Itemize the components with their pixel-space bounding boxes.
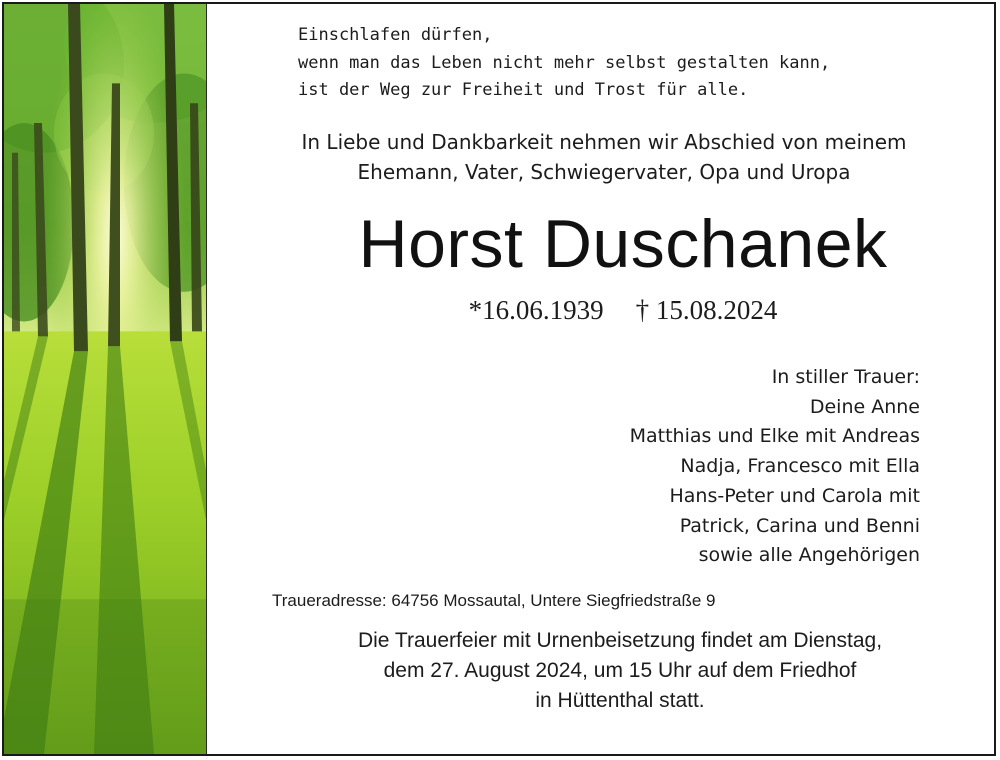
mourner-entry: sowie alle Angehörigen [698, 544, 920, 567]
mourners-heading: In stiller Trauer: [771, 366, 920, 388]
poem-line: wenn man das Leben nicht mehr selbst gestalten kann, [298, 52, 831, 73]
birth-date: *16.06.1939 [468, 295, 604, 325]
intro-line: Ehemann, Vater, Schwiegervater, Opa und Uropa [357, 160, 851, 184]
mourner-entry: Nadja, Francesco mit Ella [680, 455, 920, 478]
mourner-entry: Patrick, Carina und Benni [679, 514, 920, 537]
death-date: † 15.08.2024 [635, 295, 778, 325]
mourner-entry: Matthias und Elke mit Andreas [629, 425, 920, 448]
mourning-address: Traueradresse: 64756 Mossautal, Untere Siegfriedstraße 9 [272, 591, 716, 610]
forest-sunlight-image [4, 4, 206, 754]
ceremony-line: Die Trauerfeier mit Urnenbeisetzung findet am Dienstag, [357, 629, 883, 652]
mourners-list [630, 363, 920, 571]
intro-line: In Liebe und Dankbarkeit nehmen wir Abschied von meinem [301, 130, 907, 154]
forest-photo [4, 4, 207, 754]
mourner-entry: Deine Anne [809, 395, 920, 418]
life-dates [210, 292, 996, 328]
poem-line: ist der Weg zur Freiheit und Trost für alle. [298, 80, 749, 100]
ceremony-line: dem 27. August 2024, um 15 Uhr auf dem Friedhof [383, 659, 857, 682]
mourner-entry: Hans-Peter und Carola mit [669, 484, 920, 507]
deceased-name: Horst Duschanek [358, 206, 888, 282]
poem-line: Einschlafen dürfen, [298, 25, 493, 45]
poem [298, 22, 830, 105]
ceremony-line: in Hüttenthal statt. [535, 689, 705, 712]
ceremony-notice [210, 626, 996, 716]
farewell-intro [210, 127, 996, 187]
obituary-card [2, 2, 996, 756]
